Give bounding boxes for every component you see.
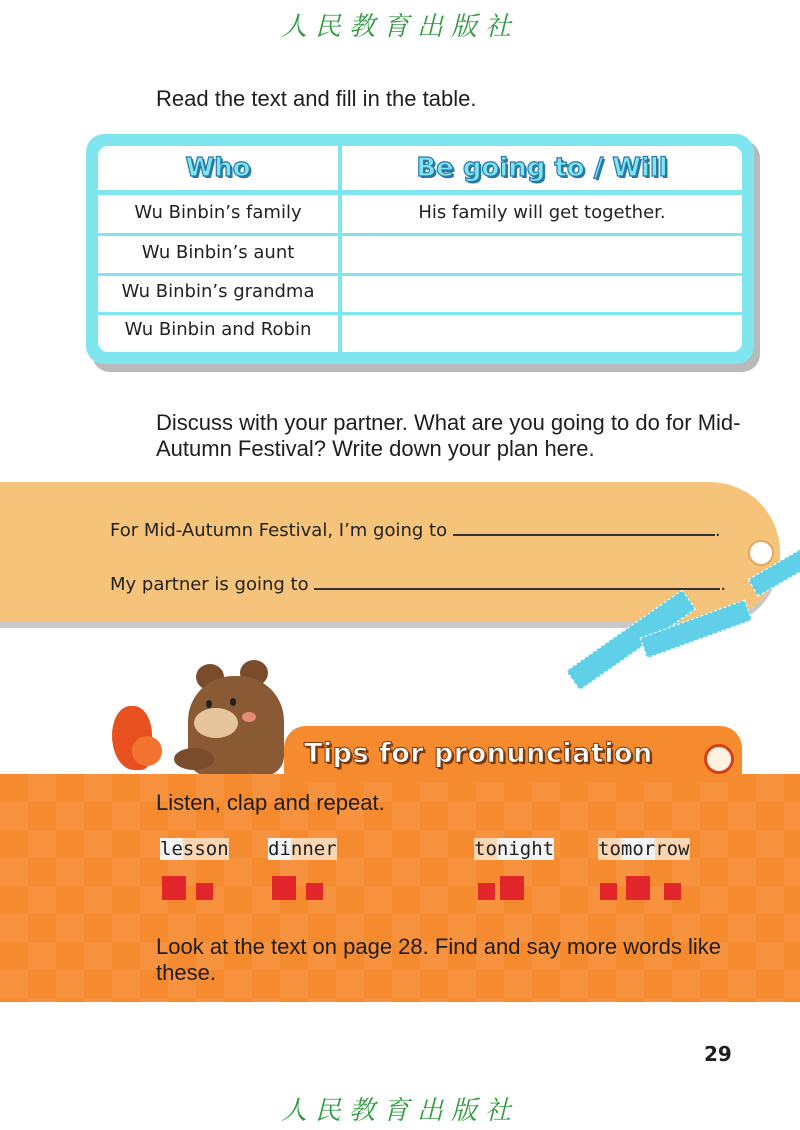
syllable: row <box>655 838 690 860</box>
stress-mark-strong <box>272 876 296 900</box>
table-cell-plan-4[interactable] <box>342 312 742 348</box>
plan-blank-self[interactable] <box>453 516 715 536</box>
publisher-footer: 人民教育出版社 <box>280 1096 519 1126</box>
plan-line-partner <box>110 570 726 595</box>
syllable: sson <box>182 838 229 860</box>
stressed-syllable: mor <box>620 838 656 860</box>
bear-cheek-icon <box>242 712 256 722</box>
table-cell-plan-1[interactable]: His family will get together. <box>418 202 666 223</box>
bear-eye-icon <box>230 698 236 706</box>
word-tomorrow <box>598 838 690 860</box>
stress-mark-weak <box>600 883 617 900</box>
plan-period: . <box>714 520 721 541</box>
plan-blank-partner[interactable] <box>314 570 720 590</box>
plan-line-self <box>110 516 721 541</box>
tips-footer: Look at the text on page 28. Find and say more words like these. <box>156 934 721 985</box>
stress-mark-weak <box>196 883 213 900</box>
squirrel-head-icon <box>132 736 162 766</box>
plan-tag-banner <box>0 482 780 622</box>
header-be-going-to-will: Be going to / Will <box>416 153 668 183</box>
page-number: 29 <box>704 1042 732 1066</box>
stress-mark-strong <box>162 876 186 900</box>
stressed-syllable: night <box>496 838 555 860</box>
syllable: nner <box>290 838 337 860</box>
word-tonight <box>474 838 554 860</box>
table-cell-plan-2[interactable] <box>342 235 742 271</box>
table-cell-who-2: Wu Binbin’s aunt <box>141 242 295 263</box>
instruction-discuss: Discuss with your partner. What are you going to do for Mid-Autumn Festival? Write down your plan here. <box>156 410 741 461</box>
publisher-header: 人民教育出版社 <box>280 12 519 42</box>
bear-face-icon <box>194 708 238 738</box>
stress-mark-weak <box>664 883 681 900</box>
syllable: to <box>474 838 497 860</box>
word-lesson <box>160 838 229 860</box>
stressed-syllable: di <box>268 838 291 860</box>
stressed-syllable: le <box>160 838 183 860</box>
stress-mark-strong <box>626 876 650 900</box>
table-cell-who-4: Wu Binbin and Robin <box>124 319 312 340</box>
tips-instruction: Listen, clap and repeat. <box>156 790 385 815</box>
syllable: to <box>598 838 621 860</box>
table-cell-plan-3[interactable] <box>342 274 742 310</box>
header-who: Who <box>185 153 251 183</box>
stress-mark-weak <box>306 883 323 900</box>
plan-line-partner-prefix: My partner is going to <box>110 574 309 595</box>
tips-title: Tips for pronunciation <box>304 738 653 769</box>
stress-mark-weak <box>478 883 495 900</box>
plan-line-self-prefix: For Mid-Autumn Festival, I’m going to <box>110 520 448 541</box>
bear-paw-icon <box>174 748 214 770</box>
instruction-read: Read the text and fill in the table. <box>156 86 477 111</box>
bear-eye-icon <box>206 700 212 708</box>
fill-in-table <box>98 146 742 352</box>
headset-icon[interactable] <box>704 744 734 774</box>
tag-hole <box>748 540 774 566</box>
stress-mark-strong <box>500 876 524 900</box>
table-cell-who-1: Wu Binbin’s family <box>134 202 302 223</box>
plan-period: . <box>720 574 727 595</box>
table-cell-who-3: Wu Binbin’s grandma <box>121 281 315 302</box>
word-dinner <box>268 838 337 860</box>
